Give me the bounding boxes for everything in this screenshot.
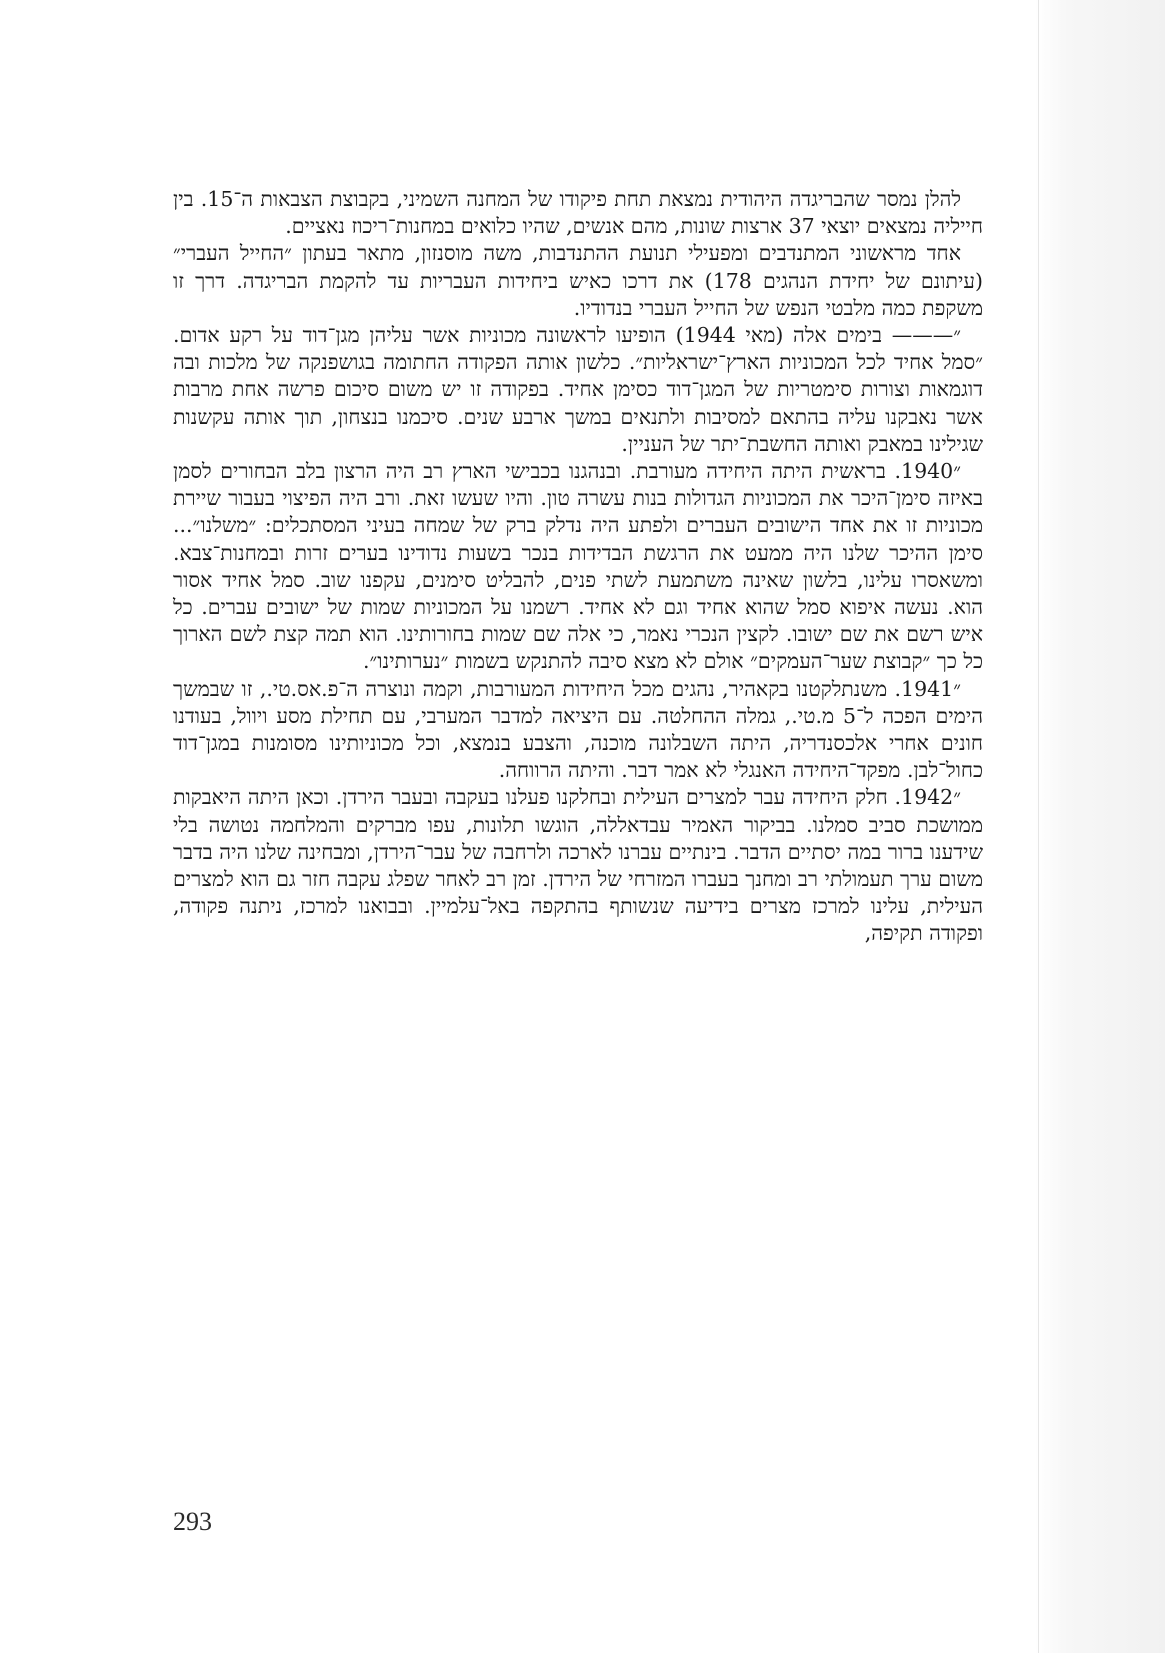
paragraph-5: ״1941. משנתלקטנו בקאהיר, נהגים מכל היחידות המעורבות, וקמה ונוצרה ה־פ.אס.טי., זו שבמשך הימים הפכה ל־5 מ.טי., גמלה ההחלטה. עם היציאה למדבר המערבי, עם תחילת מסע ויוול, בעודנו חונים אחרי אלכסנדריה, היתה השבלונה מוכנה, והצבע בנמצא, וכל מכוניותינו מסומנות במגן־דוד כחול־לבן. מפקד־היחידה האנגלי לא אמר דבר. והיתה הרווחה.: [173, 676, 983, 783]
paragraph-3: ״——— בימים אלה (מאי 1944) הופיעו לראשונה מכוניות אשר עליהן מגן־דוד על רקע אדום. ״סמל אחיד לכל המכוניות הארץ־ישראליות״. כלשון אותה הפקודה החתומה בגושפנקה של מלכות ובה דוגמאות וצורות סימטריות של המגן־דוד כסימן אחיד. בפקודה זו יש משום סיכום פרשה אחת מרבות אשר נאבקנו עליה בהתאם למסיבות ולתנאים במשך ארבע שנים. סיכמנו בנצחון, תוך אותה עקשנות שגילינו במאבק ואותה החשבת־יתר של העניין.: [173, 323, 983, 456]
page-edge-shadow: [1035, 0, 1165, 1653]
paragraph-1: להלן נמסר שהבריגדה היהודית נמצאת תחת פיקודו של המחנה השמיני, בקבוצת הצבאות ה־15. בין חייליה נמצאים יוצאי 37 ארצות שונות, מהם אנשים, שהיו כלואים במחנות־ריכוז נאציים.: [173, 187, 983, 239]
body-text: [173, 186, 983, 948]
paragraph-2: אחד מראשוני המתנדבים ומפעילי תנועת ההתנדבות, משה מוסנזון, מתאר בעתון ״החייל העברי״ (עיתונם של יחידת הנהגים 178) את דרכו כאיש ביחידות העבריות עד להקמת הבריגדה. דרך זו משקפת כמה מלבטי הנפש של החייל העברי בנדודיו.: [173, 241, 984, 320]
paragraph-6: ״1942. חלק היחידה עבר למצרים העילית ובחלקנו פעלנו בעקבה ובעבר הירדן. וכאן היתה היאבקות ממושכת סביב סמלנו. בביקור האמיר עבדאללה, הוגשו תלונות, עפו מברקים והמלחמה נטושה בלי שידענו ברור במה יסתיים הדבר. בינתיים עברנו לארכה ולרחבה של עבר־הירדן, ומבחינה שלנו היה בדבר משום ערך תעמולתי רב ומחנך בעברו המזרחי של הירדן. זמן רב לאחר שפלג עקבה חזר גם הוא למצרים העילית, עלינו למרכז מצרים בידיעה שנשותף בהתקפה באל־עלמיין. ובבואנו למרכז, ניתנה פקודה, ופקודה תקיפה,: [173, 785, 983, 946]
paragraph-4: ״1940. בראשית היתה היחידה מעורבת. ובנהגנו בכבישי הארץ רב היה הרצון בלב הבחורים לסמן באיזה סימן־היכר את המכוניות הגדולות בנות עשרה טון. והיו שעשו זאת. ורב היה הפיצוי בעבור שיירת מכוניות זו את אחד הישובים העברים ולפתע היה נדלק ברק של שמחה בעיני המסתכלים: ״משלנו״... סימן ההיכר שלנו היה ממעט את הרגשת הבדידות בנכר בשעות נדודינו בערים זרות ובמחנות־צבא. ומשאסרו עלינו, בלשון שאינה משתמעת לשתי פנים, להבליט סימנים, עקפנו שוב. סמל אחיד אסור הוא. נעשה איפוא סמל שהוא אחיד וגם לא אחיד. רשמנו על המכוניות שמות של ישובים עברים. כל איש רשם את שם ישובו. לקצין הנכרי נאמר, כי אלה שם שמות בחורותינו. הוא תמה קצת לשם הארוך כל כך ״קבוצת שער־העמקים״ אולם לא מצא סיבה להתנקש בשמות ״נערותינו״.: [173, 459, 983, 674]
page-fold-line: [1038, 0, 1039, 1653]
page-number: 293: [173, 1507, 212, 1536]
